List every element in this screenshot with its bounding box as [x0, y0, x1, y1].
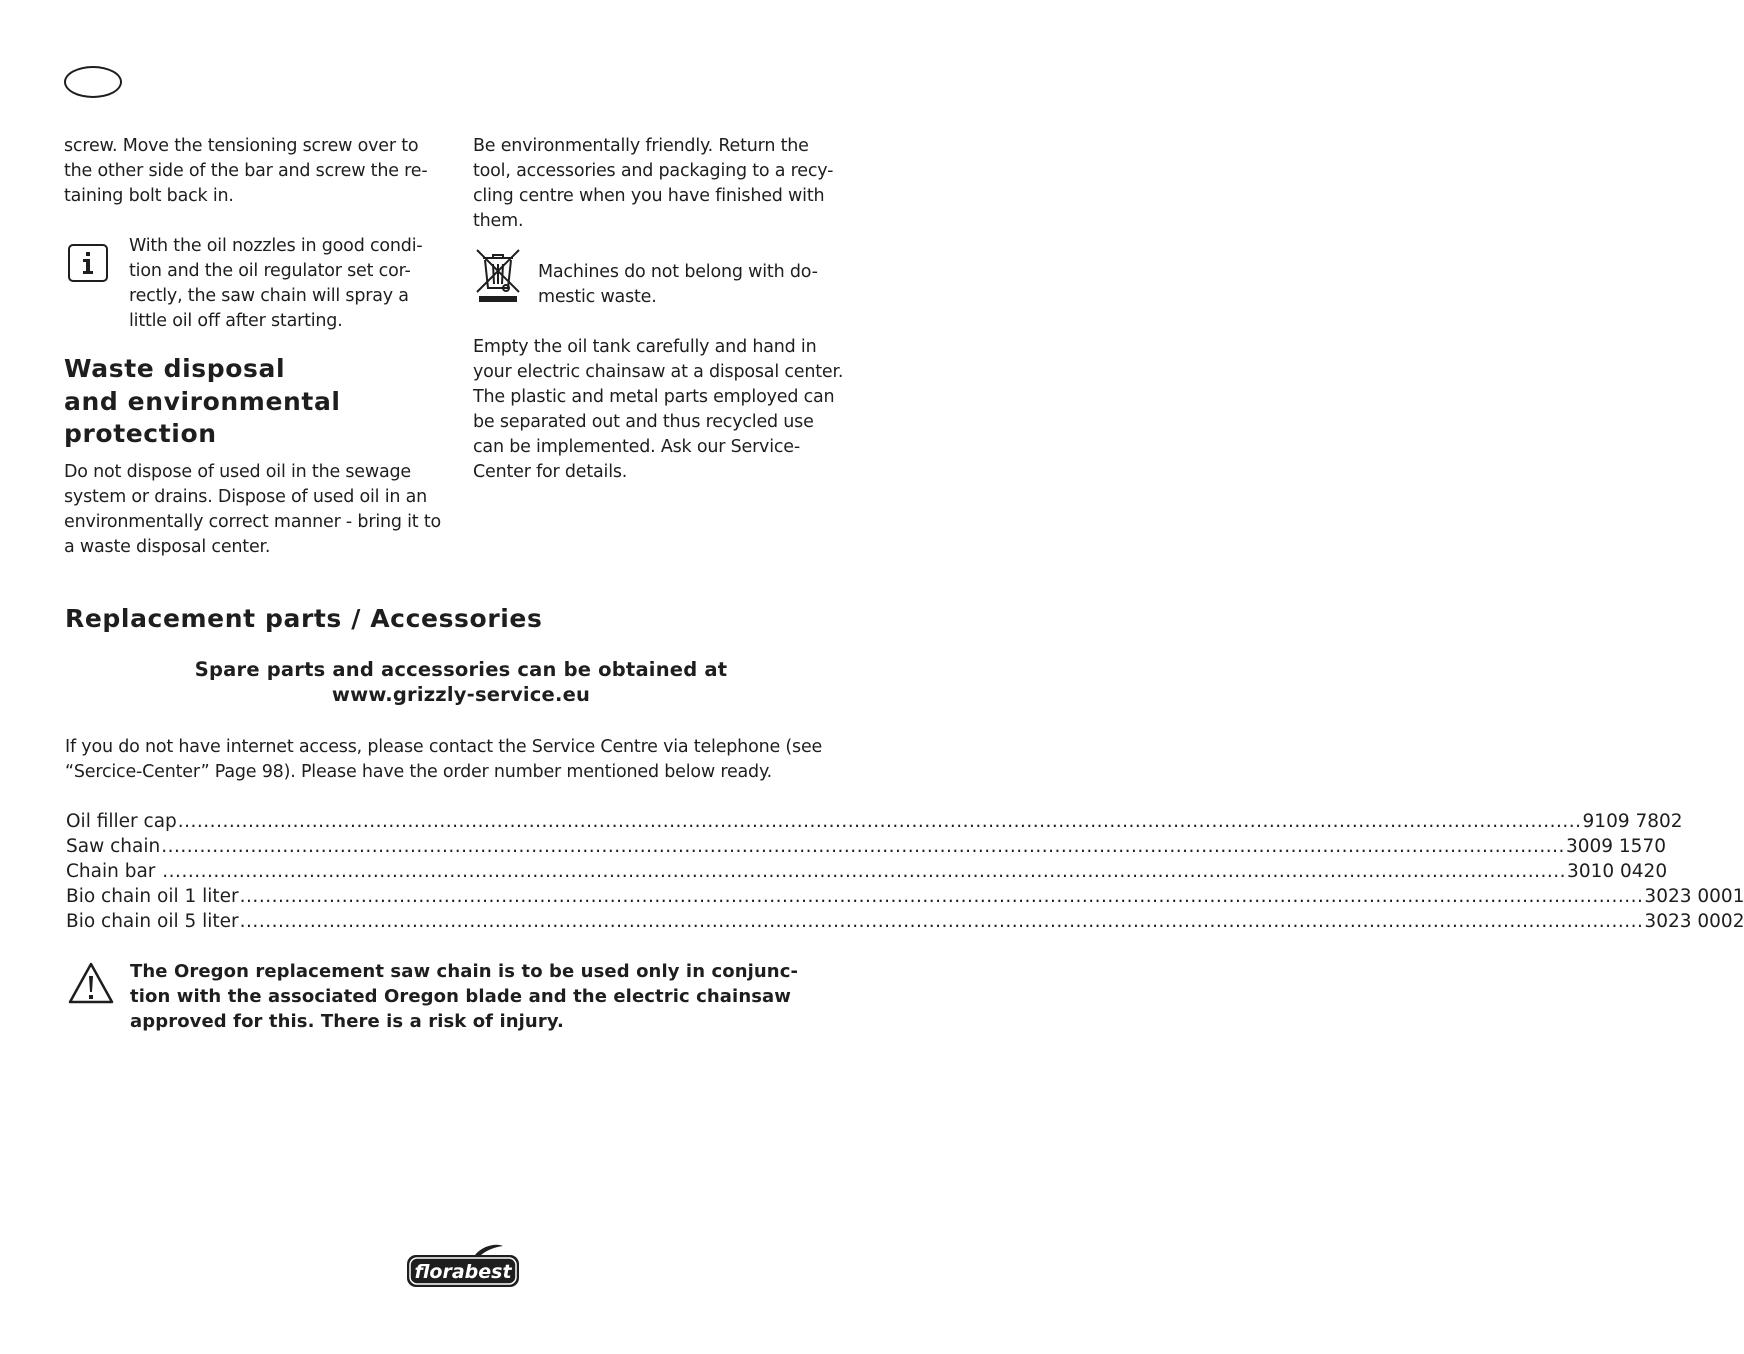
dot-leader: ............................................................................................................................................................................................................................: [162, 861, 1567, 882]
part-row: [66, 884, 1744, 909]
part-number: 3010 0420: [1567, 861, 1668, 882]
waste-disposal-heading: [64, 353, 341, 451]
part-number: 3023 0002: [1644, 911, 1744, 932]
warning-line: approved for this. There is a risk of injury.: [130, 1011, 564, 1032]
logo-text: florabest: [414, 1261, 512, 1283]
spare-parts-line: Spare parts and accessories can be obtained at: [194, 658, 728, 681]
intro-line: screw. Move the tensioning screw over to: [64, 136, 419, 156]
part-number: 3009 1570: [1565, 836, 1666, 857]
part-number: 3023 0001: [1644, 886, 1744, 907]
part-row: [66, 834, 1666, 859]
heading-line: protection: [64, 419, 217, 448]
disposal-line: system or drains. Dispose of used oil in an: [64, 487, 428, 507]
disposal-line: environmentally correct manner - bring it to: [64, 512, 441, 532]
oil-tank-line: The plastic and metal parts employed can: [473, 387, 835, 407]
oregon-warning: [130, 959, 798, 1034]
oil-tank-line: be separated out and thus recycled use: [473, 412, 814, 432]
spare-parts-url: www.grizzly-service.eu: [331, 683, 591, 706]
intro-line: the other side of the bar and screw the re-: [64, 161, 428, 181]
info-icon: [68, 244, 108, 282]
environment-line: tool, accessories and packaging to a recy-: [473, 161, 834, 181]
intro-line: taining bolt back in.: [64, 186, 234, 206]
dot-leader: ............................................................................................................................................................................................................................: [177, 811, 1582, 832]
environment-line: cling centre when you have finished with: [473, 186, 825, 206]
info-note: [129, 234, 422, 334]
spare-parts-notice: [64, 657, 858, 707]
info-note-line: rectly, the saw chain will spray a: [129, 286, 409, 306]
info-note-line: tion and the oil regulator set cor-: [129, 261, 411, 281]
part-name: Chain bar: [66, 861, 162, 882]
bin-note: [538, 260, 818, 310]
intro-paragraph: [64, 134, 427, 209]
oil-tank-line: can be implemented. Ask our Service-: [473, 437, 800, 457]
heading-line: Waste disposal: [64, 354, 286, 383]
part-name: Bio chain oil 1 liter: [66, 886, 239, 907]
environment-line: Be environmentally friendly. Return the: [473, 136, 809, 156]
bin-note-line: mestic waste.: [538, 287, 657, 307]
part-row: [66, 909, 1744, 934]
oil-tank-line: Center for details.: [473, 462, 628, 482]
parts-list: [66, 809, 1744, 934]
part-name: Oil filler cap: [66, 811, 177, 832]
disposal-line: Do not dispose of used oil in the sewage: [64, 462, 411, 482]
info-note-line: With the oil nozzles in good condi-: [129, 236, 423, 256]
disposal-line: a waste disposal center.: [64, 537, 271, 557]
heading-line: and environmental: [64, 386, 341, 416]
oil-tank-paragraph: [473, 335, 843, 485]
environment-line: them.: [473, 211, 524, 231]
oil-tank-line: your electric chainsaw at a disposal center.: [473, 362, 844, 382]
language-badge: [64, 66, 122, 98]
part-number: 9109 7802: [1582, 811, 1683, 832]
dot-leader: ............................................................................................................................................................................................................................: [161, 836, 1565, 857]
part-row: [66, 859, 1668, 884]
environment-paragraph: [473, 134, 833, 234]
info-note-line: little oil off after starting.: [129, 311, 343, 331]
contact-line: If you do not have internet access, please contact the Service Centre via telephone (see: [65, 737, 823, 757]
bin-note-line: Machines do not belong with do-: [538, 262, 818, 282]
replacement-heading: [65, 603, 542, 636]
warning-triangle-icon: [67, 961, 115, 1005]
oil-tank-line: Empty the oil tank carefully and hand in: [473, 337, 817, 357]
crossed-out-wheelie-bin-icon: [473, 246, 523, 304]
part-name: Saw chain: [66, 836, 161, 857]
part-name: Bio chain oil 5 liter: [66, 911, 239, 932]
contact-line: “Sercice-Center” Page 98). Please have the order number mentioned below ready.: [65, 762, 772, 782]
florabest-logo: [405, 1243, 521, 1289]
disposal-paragraph: [64, 460, 441, 560]
dot-leader: ............................................................................................................................................................................................................................: [239, 911, 1644, 932]
part-row: [66, 809, 1683, 834]
dot-leader: ............................................................................................................................................................................................................................: [239, 886, 1644, 907]
warning-line: tion with the associated Oregon blade and the electric chainsaw: [130, 986, 792, 1007]
replacement-heading-text: Replacement parts / Accessories: [65, 604, 543, 633]
contact-paragraph: [65, 735, 822, 785]
warning-line: The Oregon replacement saw chain is to be used only in conjunc-: [130, 961, 799, 982]
